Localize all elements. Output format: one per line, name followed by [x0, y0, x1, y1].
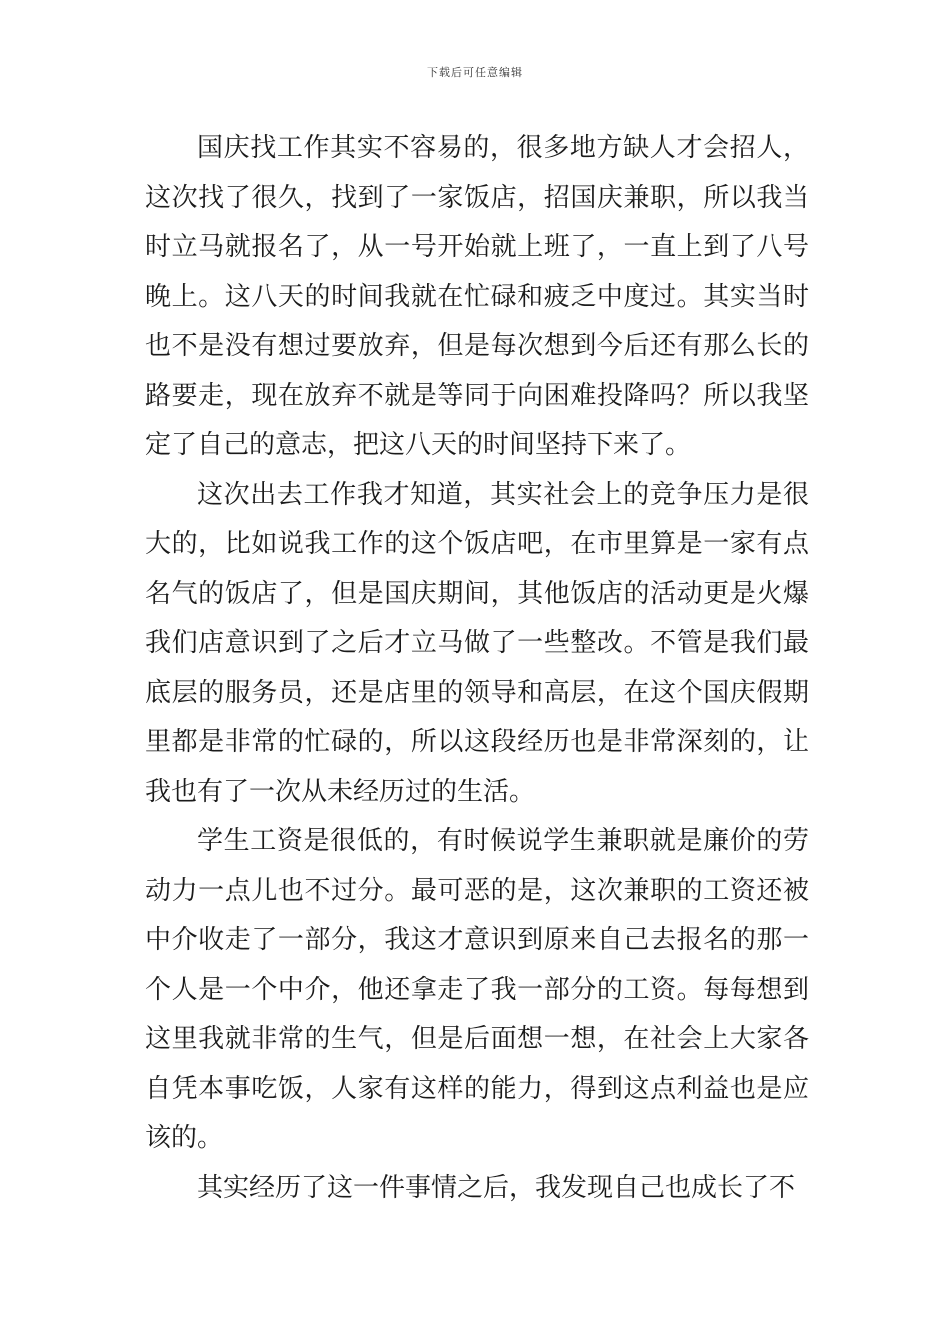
paragraph-2: 这次出去工作我才知道，其实社会上的竞争压力是很大的，比如说我工作的这个饭店吧，在市里算是一家有点名气的饭店了，但是国庆期间，其他饭店的活动更是火爆我们店意识到了之后才立马做了一些整改。不管是我们最底层的服务员，还是店里的领导和高层，在这个国庆假期里都是非常的忙碌的，所以这段经历也是非常深刻的，让我也有了一次从未经历过的生活。	[145, 479, 809, 807]
page-header: 下载后可任意编辑	[427, 66, 523, 79]
paragraph-1: 国庆找工作其实不容易的，很多地方缺人才会招人，这次找了很久，找到了一家饭店，招国庆兼职，所以我当时立马就报名了，从一号开始就上班了，一直上到了八号晚上。这八天的时间我就在忙碌和疲乏中度过。其实当时也不是没有想过要放弃，但是每次想到今后还有那么长的路要走，现在放弃不就是等同于向困难投降吗？所以我坚定了自己的意志，把这八天的时间坚持下来了。	[145, 133, 809, 460]
paragraph-3: 学生工资是很低的，有时候说学生兼职就是廉价的劳动力一点儿也不过分。最可恶的是，这次兼职的工资还被中介收走了一部分，我这才意识到原来自己去报名的那一个人是一个中介，他还拿走了我一部分的工资。每每想到这里我就非常的生气，但是后面想一想，在社会上大家各自凭本事吃饭，人家有这样的能力，得到这点利益也是应该的。	[145, 826, 809, 1153]
paragraph-4: 其实经历了这一件事情之后，我发现自己也成长了不	[197, 1172, 796, 1203]
document-body	[145, 124, 809, 1213]
